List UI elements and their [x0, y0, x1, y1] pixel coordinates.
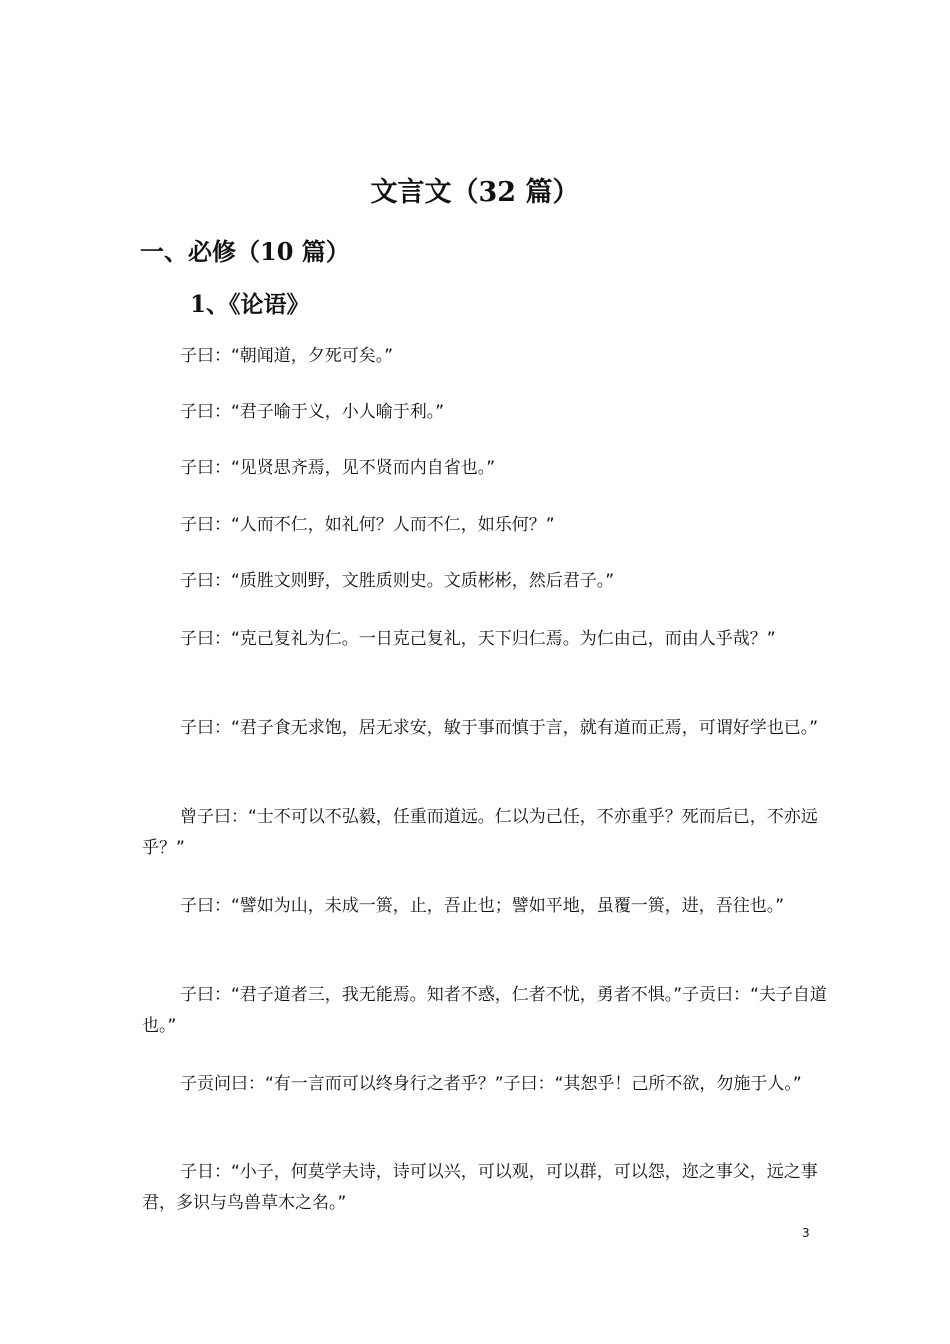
paragraph: 子曰：“君子喻于义，小人喻于利。”: [180, 402, 445, 422]
paragraph: 子曰：“君子道者三，我无能焉。知者不惑，仁者不忧，勇者不惧。”子贡曰：“夫子自道也。”: [142, 985, 827, 1036]
paragraph: 子曰：“人而不仁，如礼何？人而不仁，如乐何？”: [180, 515, 555, 535]
paragraph: 子曰：“见贤思齐焉，见不贤而内自省也。”: [180, 458, 496, 478]
paragraph: 子曰：“君子食无求饱，居无求安，敏于事而慎于言，就有道而正焉，可谓好学也已。”: [180, 718, 819, 738]
section-heading: 一、必修（10 篇）: [140, 237, 350, 266]
page-number: 3: [802, 1226, 810, 1240]
paragraph: 子曰：“譬如为山，未成一篑，止，吾止也；譬如平地，虽覆一篑，进，吾往也。”: [180, 896, 785, 916]
paragraph: 曾子曰：“士不可以不弘毅，任重而道远。仁以为己任，不亦重乎？死而后已，不亦远乎？”: [142, 807, 818, 858]
document-title: 文言文（32 篇）: [370, 177, 580, 208]
subsection-heading: 1、《论语》: [190, 291, 310, 318]
paragraph: 子曰：“质胜文则野，文胜质则史。文质彬彬，然后君子。”: [180, 571, 615, 591]
paragraph: 子曰：“克己复礼为仁。一日克己复礼，天下归仁焉。为仁由己，而由人乎哉？”: [180, 629, 776, 649]
paragraph: 子贡问曰：“有一言而可以终身行之者乎？”子曰：“其恕乎！己所不欲，勿施于人。”: [180, 1074, 802, 1094]
paragraph: 子曰：“朝闻道，夕死可矣。”: [180, 346, 394, 366]
paragraph: 子日：“小子，何莫学夫诗，诗可以兴，可以观，可以群，可以怨，迩之事父，远之事君，多识与鸟兽草木之名。”: [142, 1162, 818, 1213]
